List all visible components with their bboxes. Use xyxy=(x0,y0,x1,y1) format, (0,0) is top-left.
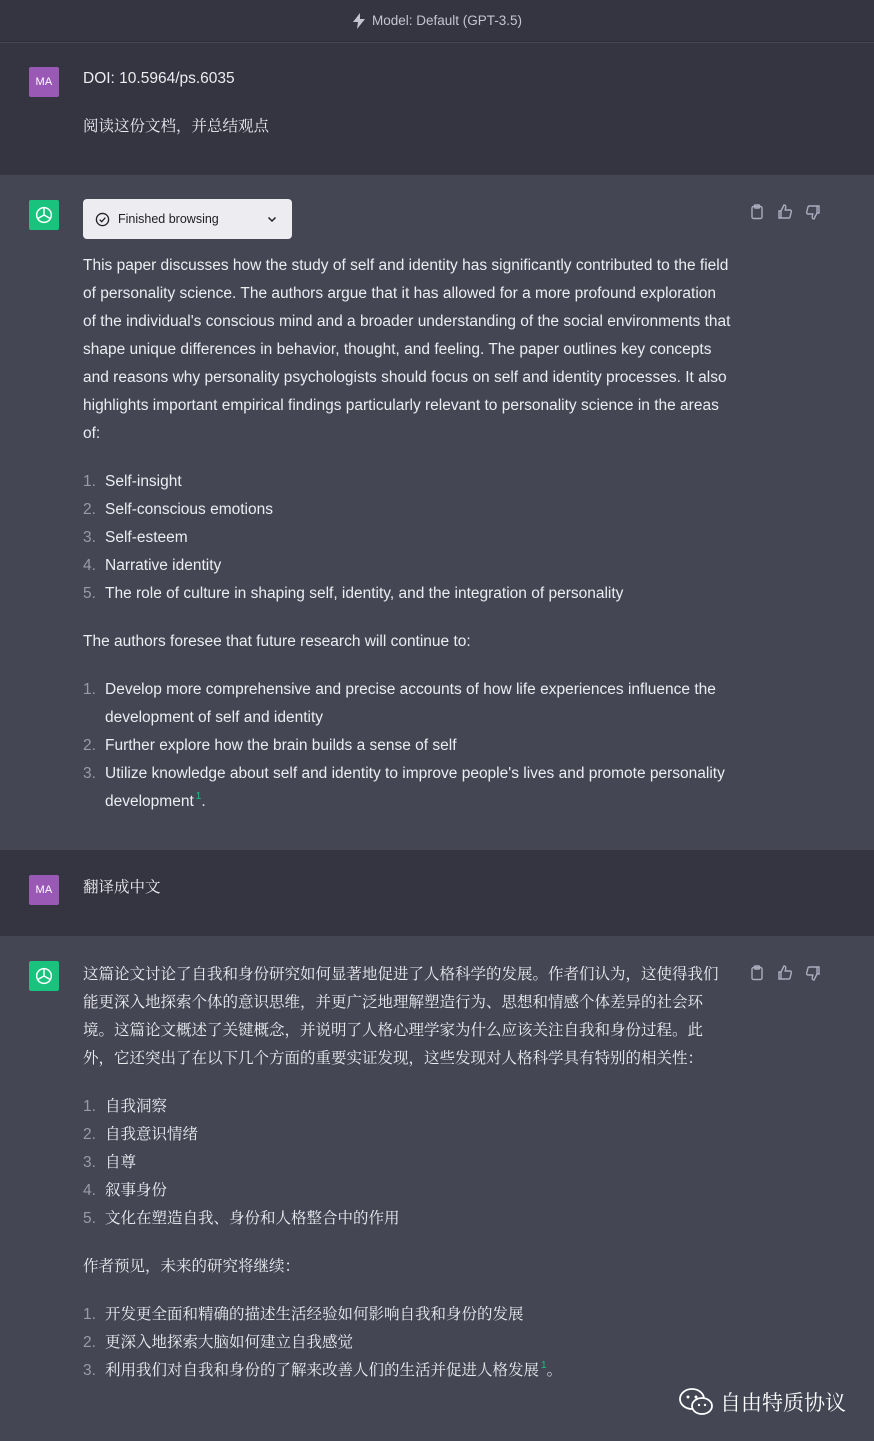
list-item: 4. 叙事身份 xyxy=(83,1182,168,1199)
copy-button[interactable] xyxy=(748,964,766,982)
assistant-avatar xyxy=(29,200,59,230)
user-avatar: MA xyxy=(29,67,59,97)
assistant-message-text xyxy=(83,961,733,1387)
thumbs-down-icon xyxy=(804,964,822,982)
list-item: 4. Narrative identity xyxy=(83,557,222,574)
future-research-intro: The authors foresee that future research will continue to: xyxy=(83,633,471,650)
message-actions xyxy=(748,964,822,982)
areas-list xyxy=(83,468,733,608)
thumbs-up-icon xyxy=(776,964,794,982)
message-line: DOI: 10.5964/ps.6035 xyxy=(83,70,235,87)
user-message-text xyxy=(83,65,733,141)
list-item: 3. Utilize knowledge about self and identity to improve people's lives and promote personality development $^1$. xyxy=(83,765,725,810)
list-item: 5. 文化在塑造自我、身份和人格整合中的作用 xyxy=(83,1210,400,1227)
like-button[interactable] xyxy=(776,203,794,221)
list-item: 2. 更深入地探索大脑如何建立自我感觉 xyxy=(83,1334,354,1351)
summary-intro: This paper discusses how the study of self and identity has significantly contributed to the field of personality science. The authors argue that it has allowed for a more profound exploration of the individual's conscious mind and a broader understanding of the social environments that shape unique differences in behavior, thought, and feeling. The paper outlines key concepts and reasons why personality psychologists should focus on self and identity processes. It also highlights important empirical findings particularly relevant to personality science in the areas of: xyxy=(83,257,731,442)
assistant-avatar xyxy=(29,961,59,991)
list-item: 3. 自尊 xyxy=(83,1154,137,1171)
summary-intro: 这篇论文讨论了自我和身份研究如何显著地促进了人格科学的发展。作者们认为，这使得我们能更深入地探索个体的意识思维，并更广泛地理解塑造行为、思想和情感个体差异的社会环境。这篇论文概述了关键概念，并说明了人格心理学家为什么应该关注自我和身份过程。此外，它还突出了在以下几个方面的重要实证发现，这些发现对人格科学具有特别的相关性： xyxy=(83,966,719,1067)
future-research-intro: 作者预见，未来的研究将继续： xyxy=(83,1258,301,1275)
model-label: Model: Default (GPT-3.5) xyxy=(371,13,523,28)
clipboard-icon xyxy=(748,964,766,982)
list-item: 5. The role of culture in shaping self, identity, and the integration of personality xyxy=(83,585,624,602)
citation-link[interactable]: 1 xyxy=(195,791,202,802)
message-actions xyxy=(748,203,822,221)
openai-logo-icon xyxy=(33,204,55,226)
user-message-1 xyxy=(0,43,874,175)
list-item: 2. Further explore how the brain builds a sense of self xyxy=(83,737,457,754)
chevron-down-icon xyxy=(266,213,278,225)
thumbs-up-icon xyxy=(776,203,794,221)
like-button[interactable] xyxy=(776,964,794,982)
finished-browsing-button[interactable] xyxy=(83,199,292,239)
openai-logo-icon xyxy=(33,965,55,987)
browsing-label: Finished browsing xyxy=(118,212,219,226)
dislike-button[interactable] xyxy=(804,203,822,221)
list-item: 2. Self-conscious emotions xyxy=(83,501,273,518)
list-item: 1. 开发更全面和精确的描述生活经验如何影响自我和身份的发展 xyxy=(83,1306,524,1323)
watermark-text: 自由特质协议 xyxy=(720,1392,846,1415)
user-message-text xyxy=(83,874,733,902)
thumbs-down-icon xyxy=(804,203,822,221)
check-circle-icon xyxy=(95,212,110,227)
future-list xyxy=(83,1301,733,1387)
list-item: 1. Develop more comprehensive and precise accounts of how life experiences influence the development of self and identity xyxy=(83,681,716,726)
wechat-icon xyxy=(678,1387,714,1417)
message-line: 翻译成中文 xyxy=(83,879,161,896)
assistant-message-2 xyxy=(0,936,874,1441)
assistant-message-1 xyxy=(0,175,874,850)
lightning-icon xyxy=(352,13,366,29)
future-list xyxy=(83,676,733,818)
list-item: 1. 自我洞察 xyxy=(83,1098,168,1115)
watermark xyxy=(678,1384,846,1420)
list-item: 3. Self-esteem xyxy=(83,529,188,546)
dislike-button[interactable] xyxy=(804,964,822,982)
user-avatar: MA xyxy=(29,875,59,905)
clipboard-icon xyxy=(748,203,766,221)
list-item: 1. Self-insight xyxy=(83,473,182,490)
areas-list xyxy=(83,1093,733,1233)
assistant-message-text xyxy=(83,252,733,818)
citation-link[interactable]: 1 xyxy=(541,1360,547,1371)
message-line: 阅读这份文档，并总结观点 xyxy=(83,118,270,135)
model-header xyxy=(0,0,874,42)
list-item: 2. 自我意识情绪 xyxy=(83,1126,199,1143)
user-message-2 xyxy=(0,850,874,936)
copy-button[interactable] xyxy=(748,203,766,221)
list-item: 3. 利用我们对自我和身份的了解来改善人们的生活并促进人格发展 $^1$。 xyxy=(83,1360,563,1379)
